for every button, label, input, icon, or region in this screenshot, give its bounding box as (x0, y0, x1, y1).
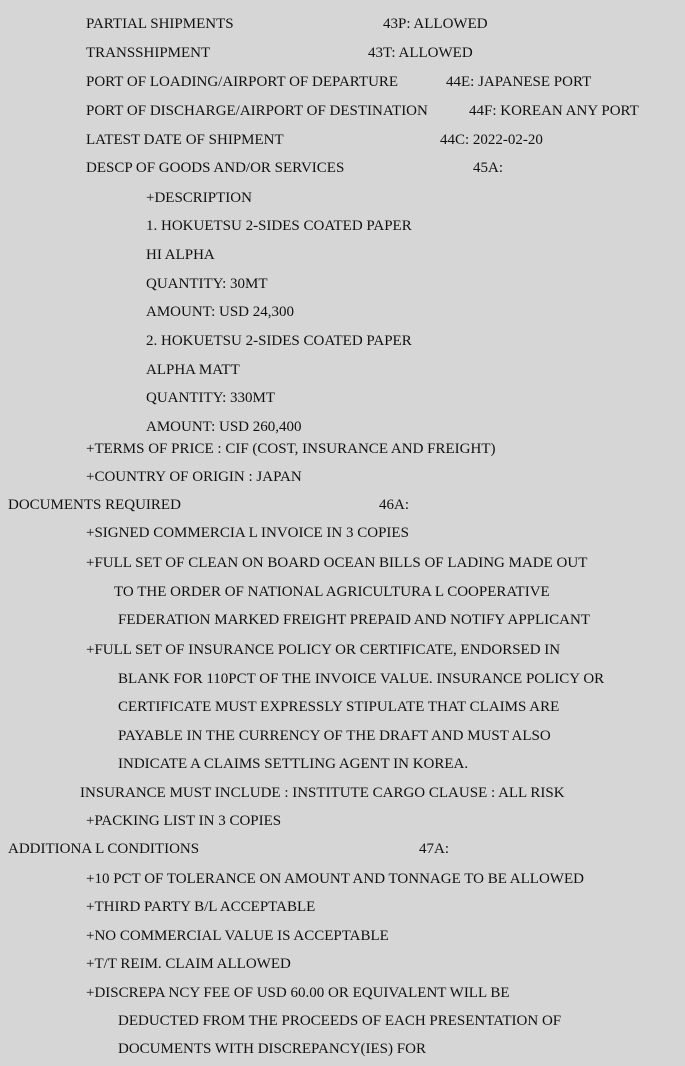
goods-line: 1. HOKUETSU 2-SIDES COATED PAPER (146, 218, 412, 234)
goods-line: AMOUNT: USD 24,300 (146, 304, 295, 320)
condition-line: +DISCREPA NCY FEE OF USD 60.00 OR EQUIVALENT WILL BE (86, 985, 510, 1001)
document-line: INSURANCE MUST INCLUDE : INSTITUTE CARGO CLAUSE : ALL RISK (80, 785, 565, 801)
document-line: +FULL SET OF CLEAN ON BOARD OCEAN BILLS OF LADING MADE OUT (86, 555, 588, 571)
condition-line: DOCUMENTS WITH DISCREPANCY(IES) FOR (118, 1041, 426, 1057)
document-line: +PACKING LIST IN 3 COPIES (86, 813, 282, 829)
goods-line: 2. HOKUETSU 2-SIDES COATED PAPER (146, 333, 412, 349)
field-label-latest-date: LATEST DATE OF SHIPMENT (86, 132, 284, 148)
goods-line: QUANTITY: 330MT (146, 390, 276, 406)
field-value-port-of-discharge: 44F: KOREAN ANY PORT (469, 103, 639, 119)
goods-line: ALPHA MATT (146, 362, 240, 378)
document-line: CERTIFICATE MUST EXPRESSLY STIPULATE THAT CLAIMS ARE (118, 699, 560, 715)
document-line: +FULL SET OF INSURANCE POLICY OR CERTIFICATE, ENDORSED IN (86, 642, 561, 658)
condition-line: +THIRD PARTY B/L ACCEPTABLE (86, 899, 316, 915)
field-label-partial-shipments: PARTIAL SHIPMENTS (86, 16, 234, 32)
additional-conditions-label: ADDITIONA L CONDITIONS (8, 841, 200, 857)
field-value-partial-shipments: 43P: ALLOWED (383, 16, 488, 32)
goods-line: QUANTITY: 30MT (146, 276, 268, 292)
goods-header: +DESCRIPTION (146, 190, 252, 206)
field-value-transshipment: 43T: ALLOWED (368, 45, 473, 61)
field-label-description-goods: DESCP OF GOODS AND/OR SERVICES (86, 160, 345, 176)
document-line: TO THE ORDER OF NATIONAL AGRICULTURA L COOPERATIVE (114, 584, 550, 600)
goods-line: AMOUNT: USD 260,400 (146, 419, 302, 435)
document-line: PAYABLE IN THE CURRENCY OF THE DRAFT AND MUST ALSO (118, 728, 551, 744)
documents-required-label: DOCUMENTS REQUIRED (8, 497, 181, 513)
field-label-port-of-loading: PORT OF LOADING/AIRPORT OF DEPARTURE (86, 74, 399, 90)
goods-line: HI ALPHA (146, 247, 215, 263)
document-line: INDICATE A CLAIMS SETTLING AGENT IN KOREA. (118, 756, 469, 772)
field-label-transshipment: TRANSSHIPMENT (86, 45, 211, 61)
terms-of-price: +TERMS OF PRICE : CIF (COST, INSURANCE AND FREIGHT) (86, 441, 496, 457)
document-line: FEDERATION MARKED FREIGHT PREPAID AND NOTIFY APPLICANT (118, 612, 590, 628)
condition-line: DEDUCTED FROM THE PROCEEDS OF EACH PRESENTATION OF (118, 1013, 562, 1029)
condition-line: +NO COMMERCIAL VALUE IS ACCEPTABLE (86, 928, 389, 944)
field-label-port-of-discharge: PORT OF DISCHARGE/AIRPORT OF DESTINATION (86, 103, 428, 119)
additional-conditions-code: 47A: (419, 841, 449, 857)
document-line: +SIGNED COMMERCIA L INVOICE IN 3 COPIES (86, 525, 409, 541)
country-of-origin: +COUNTRY OF ORIGIN : JAPAN (86, 469, 302, 485)
documents-required-code: 46A: (379, 497, 409, 513)
document-line: BLANK FOR 110PCT OF THE INVOICE VALUE. INSURANCE POLICY OR (118, 671, 605, 687)
field-value-port-of-loading: 44E: JAPANESE PORT (446, 74, 592, 90)
condition-line: +T/T REIM. CLAIM ALLOWED (86, 956, 291, 972)
field-value-latest-date: 44C: 2022-02-20 (440, 132, 543, 148)
condition-line: +10 PCT OF TOLERANCE ON AMOUNT AND TONNAGE TO BE ALLOWED (86, 871, 584, 887)
field-value-description-goods: 45A: (473, 160, 503, 176)
